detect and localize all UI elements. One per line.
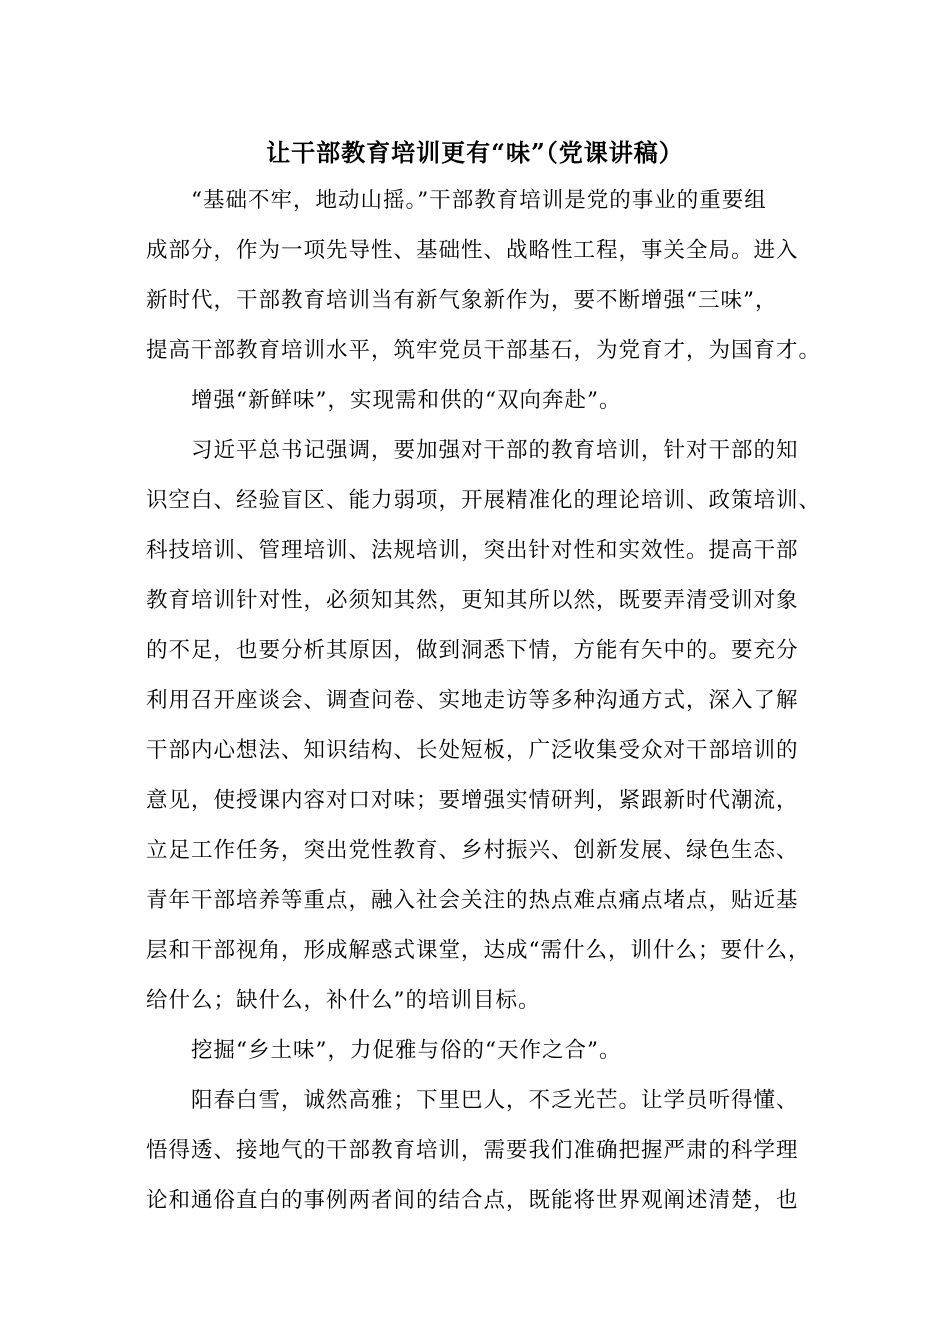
- text-line: “基础不牢，地动山摇。”干部教育培训是党的事业的重要组: [191, 188, 767, 213]
- text-line: 识空白、经验盲区、能力弱项，开展精准化的理论培训、政策培训、: [146, 488, 822, 513]
- text-line: 的不足，也要分析其原因，做到洞悉下情，方能有矢中的。要充分: [146, 638, 799, 663]
- text-line: 论和通俗直白的事例两者间的结合点，既能将世界观阐述清楚，也: [146, 1188, 799, 1213]
- text-line: 利用召开座谈会、调查问卷、实地走访等多种沟通方式，深入了解: [146, 688, 799, 713]
- text-line: 青年干部培养等重点，融入社会关注的热点难点痛点堵点，贴近基: [146, 888, 799, 913]
- text-line: 教育培训针对性，必须知其然，更知其所以然，既要弄清受训对象: [146, 588, 799, 613]
- text-line: 提高干部教育培训水平，筑牢党员干部基石，为党育才，为国育才。: [146, 338, 822, 363]
- text-line: 新时代，干部教育培训当有新气象新作为，要不断增强“三味”，: [146, 288, 778, 313]
- text-line: 科技培训、管理培训、法规培训，突出针对性和实效性。提高干部: [146, 538, 799, 563]
- text-line: 挖掘“乡土味”，力促雅与俗的“天作之合”。: [191, 1038, 622, 1063]
- text-line: 给什么；缺什么，补什么”的培训目标。: [146, 988, 541, 1013]
- text-line: 习近平总书记强调，要加强对干部的教育培训，针对干部的知: [191, 438, 799, 463]
- document-title: 让干部教育培训更有“味”（党课讲稿）: [266, 138, 684, 167]
- text-line: 意见，使授课内容对口对味；要增强实情研判，紧跟新时代潮流，: [146, 788, 799, 813]
- text-line: 增强“新鲜味”，实现需和供的“双向奔赴”。: [191, 388, 622, 413]
- text-line: 成部分，作为一项先导性、基础性、战略性工程，事关全局。进入: [146, 238, 799, 263]
- text-line: 阳春白雪，诚然高雅；下里巴人，不乏光芒。让学员听得懂、: [191, 1088, 799, 1113]
- text-line: 悟得透、接地气的干部教育培训，需要我们准确把握严肃的科学理: [146, 1138, 799, 1163]
- text-line: 干部内心想法、知识结构、长处短板，广泛收集受众对干部培训的: [146, 738, 799, 763]
- text-line: 立足工作任务，突出党性教育、乡村振兴、创新发展、绿色生态、: [146, 838, 799, 863]
- text-line: 层和干部视角，形成解惑式课堂，达成“需什么，训什么；要什么，: [146, 938, 811, 963]
- document-body: [146, 176, 822, 1226]
